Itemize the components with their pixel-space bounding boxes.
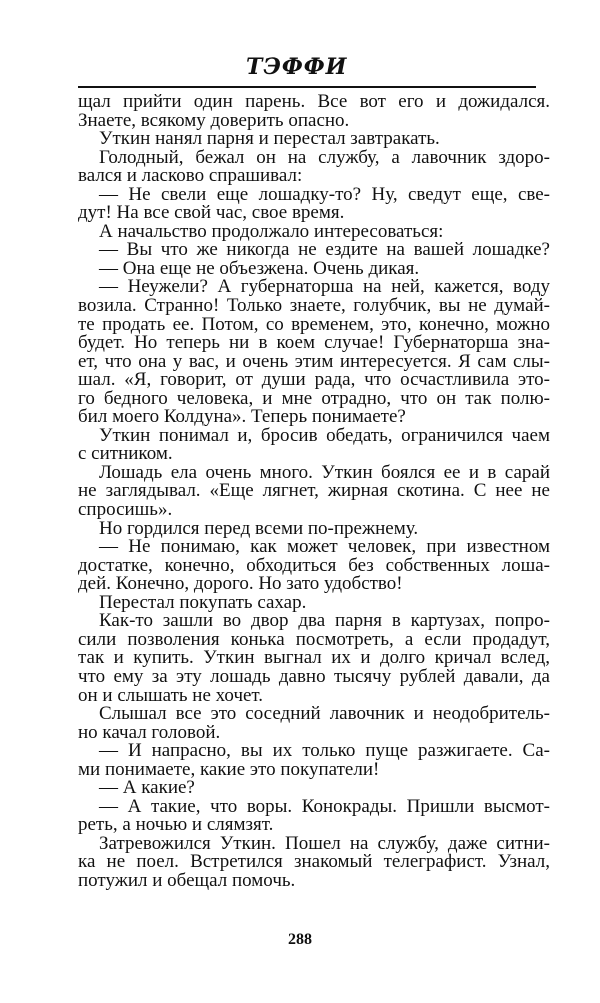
text-line: — Она еще не объезжена. Очень дикая. <box>99 259 420 279</box>
text-line: реть, а ночью и слямзят. <box>78 816 274 835</box>
text-line: — А такие, что воры. Конокрады. Пришли высмот- <box>99 797 550 817</box>
text-line: дут! На все свой час, свое время. <box>78 204 345 223</box>
text-line: так и купить. Уткин выгнал их и долго кричал вслед, <box>78 649 550 668</box>
text-line: щал прийти один парень. Все вот его и дожидался. <box>78 93 550 112</box>
text-line: — Неужели? А губернаторша на ней, кажется, воду <box>99 278 550 298</box>
text-line: — Не понимаю, как может человек, при известном <box>99 538 550 557</box>
text-line: — Не свели еще лошадку-то? Ну, сведут еще, све- <box>99 185 550 205</box>
body-text <box>78 93 550 891</box>
text-line: го бедного человека, и мне отрадно, что он так полю- <box>78 389 550 409</box>
text-line: ка не поел. Встретился знакомый телеграфист. Узнал, <box>78 853 550 872</box>
text-line: Лошадь ела очень много. Уткин боялся ее и в сарай <box>99 463 550 483</box>
text-line: шал. «Я, говорит, от души рада, что осчастливила это- <box>78 371 550 390</box>
text-line: — Вы что же никогда не ездите на вашей лошадке? <box>99 241 550 260</box>
text-line: те продать ее. Потом, со временем, это, конечно, можно <box>78 315 550 335</box>
text-line: дей. Конечно, дорого. Но зато удобство! <box>78 575 403 594</box>
text-line: сили позволения конька посмотреть, а если продадут, <box>78 630 550 650</box>
text-line: будет. Но теперь ни в коем случае! Губернаторша зна- <box>78 334 550 353</box>
text-line: Уткин понимал и, бросив обедать, ограничился чаем <box>99 426 550 446</box>
text-line: он и слышать не хочет. <box>78 686 264 706</box>
text-line: достатке, конечно, обходиться без собственных лоша- <box>78 556 550 576</box>
text-line: А начальство продолжало интересоваться: <box>99 222 444 242</box>
text-line: — А какие? <box>99 779 195 798</box>
text-line: — И напрасно, вы их только пуще разжигаете. Са- <box>99 742 550 761</box>
text-line: Знаете, всякому доверить опасно. <box>78 111 350 131</box>
text-line: Слышал все это соседний лавочник и неодобритель- <box>99 705 550 724</box>
page-number: 288 <box>288 931 312 948</box>
text-line: ет, что она у вас, и очень этим интересуется. Я сам слы- <box>78 352 550 372</box>
text-line: Но гордился перед всеми по-прежнему. <box>99 519 419 539</box>
text-line: что ему за эту лошадь давно тысячу рублей давали, да <box>78 667 550 687</box>
text-line: но качал головой. <box>78 723 221 743</box>
text-line: Перестал покупать сахар. <box>99 593 307 613</box>
text-line: Голодный, бежал он на службу, а лавочник здоро- <box>99 148 550 168</box>
header-rule <box>78 86 536 88</box>
running-header-author: ТЭФФИ <box>246 54 348 80</box>
text-line: с ситником. <box>78 445 173 464</box>
text-line: спросишь». <box>78 501 173 520</box>
text-line: возила. Странно! Только знаете, голубчик, вы не думай- <box>78 297 550 316</box>
text-line: Уткин нанял парня и перестал завтракать. <box>99 130 440 149</box>
text-line: ми понимаете, какие это покупатели! <box>78 760 380 780</box>
text-line: бил моего Колдуна». Теперь понимаете? <box>78 408 406 427</box>
text-line: потужил и обещал помочь. <box>78 871 296 891</box>
text-line: не заглядывал. «Еще лягнет, жирная скотина. С нее не <box>78 482 550 502</box>
text-line: вался и ласково спрашивал: <box>78 167 303 186</box>
text-line: Затревожился Уткин. Пошел на службу, даже ситни- <box>99 834 550 854</box>
text-line: Как-то зашли во двор два парня в картузах, попро- <box>99 612 550 631</box>
